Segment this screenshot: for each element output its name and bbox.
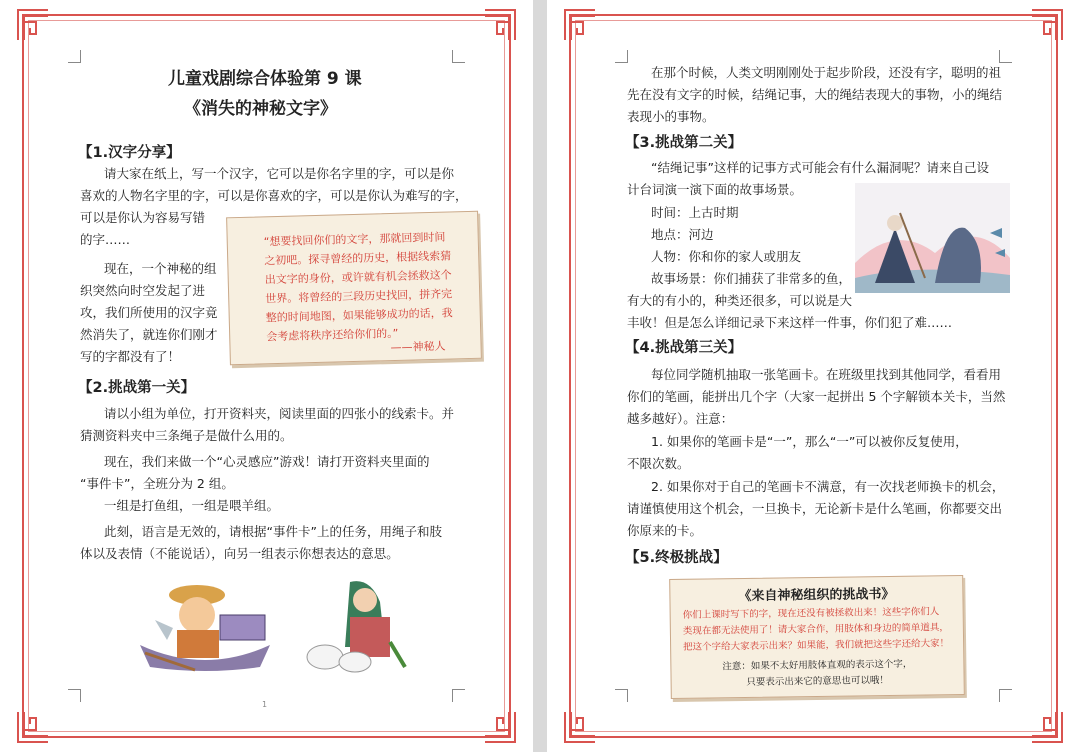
challenge-letter-line: 你们上课时写下的字，现在还没有被拯救出来！这些字你们人 (682, 606, 940, 621)
fisherman-illustration (135, 575, 275, 675)
shepherd-girl-illustration (300, 572, 410, 677)
crop-mark (615, 50, 628, 63)
crop-mark (615, 689, 628, 702)
paragraph-line: 有大的有小的，种类还很多，可以说是大 (627, 293, 853, 308)
document-page-left (0, 0, 533, 752)
paragraph-line: 表现小的事物。 (627, 109, 715, 124)
paragraph-line: 现在，一个神秘的组 (104, 261, 217, 276)
corner-ornament-icon (483, 8, 517, 42)
crop-mark (452, 50, 465, 63)
crop-mark (68, 50, 81, 63)
crop-mark (999, 689, 1012, 702)
challenge-letter-note: 注意：如果不太好用肢体直观的表示这个字， (722, 658, 913, 673)
note-line: 整的时间地图，如果能够成功的话，我 (265, 306, 453, 325)
corner-ornament-icon (563, 8, 597, 42)
paragraph-line: 攻，我们所使用的汉字竟 (80, 305, 218, 320)
note-line: 出文字的身份，或许就有机会拯救这个 (264, 268, 452, 287)
paragraph-line: 先在没有文字的时候，结绳记事，大的绳结表现大的事物，小的绳结 (627, 87, 1003, 102)
page-number: 1 (262, 700, 268, 709)
paragraph-line: 请大家在纸上，写一个汉字，它可以是你名字里的字，可以是你 (104, 166, 455, 181)
paragraph-line: 然消失了，就连你们刚才 (80, 327, 218, 342)
note-line: 之初吧。探寻曾经的历史，根据线索猜 (264, 249, 452, 268)
mysterious-note (226, 211, 482, 366)
paragraph-line: 一组是打鱼组，一组是喂羊组。 (104, 498, 280, 513)
note-signature: ——神秘人 (390, 339, 446, 355)
note-line: “想要找回你们的文字，那就回到时间 (263, 230, 446, 249)
paragraph-line: 的字…… (80, 232, 131, 247)
scene-place: 地点：河边 (651, 227, 714, 242)
document-subtitle: 《消失的神秘文字》 (184, 99, 337, 119)
paragraph-line: 请以小组为单位，打开资料夹，阅读里面的四张小的线索卡。并 (104, 406, 455, 421)
paragraph-line: 此刻，语言是无效的，请根据“事件卡”上的任务，用绳子和肢 (104, 524, 442, 539)
rule-line: 2. 如果你对于自己的笔画卡不满意，有一次找老师换卡的机会， (651, 479, 1005, 494)
paragraph-line: “结绳记事”这样的记事方式可能会有什么漏洞呢？请来自己设 (651, 160, 989, 175)
paragraph-line: 你们的笔画，能拼出几个字（大家一起拼出 5 个字解锁本关卡，当然 (627, 389, 1006, 404)
paragraph-line: 故事场景：你们捕获了非常多的鱼， (651, 271, 852, 286)
paragraph-line: 丰收！但是怎么详细记录下来这样一件事，你们犯了难…… (627, 315, 953, 330)
corner-ornament-icon (1030, 710, 1064, 744)
section-heading: 【2.挑战第一关】 (78, 380, 196, 396)
paragraph-line: 现在，我们来做一个“心灵感应”游戏！请打开资料夹里面的 (104, 454, 430, 469)
scene-people: 人物：你和你的家人或朋友 (651, 249, 802, 264)
paragraph-line: 写的字都没有了！ (80, 349, 181, 364)
paragraph-line: 越多越好）。注意： (627, 411, 734, 426)
challenge-letter-line: 类现在都无法使用了！请大家合作，用肢体和身边的简单道具， (682, 622, 949, 637)
paragraph-line: 织突然向时空发起了进 (80, 283, 206, 298)
paragraph-line: “事件卡”，全班分为 2 组。 (80, 476, 234, 491)
note-line: 会考虑将秩序还给你们的。” (266, 326, 399, 344)
paragraph-line: 计台词演一演下面的故事场景。 (627, 182, 803, 197)
rule-line: 你原来的卡。 (627, 523, 703, 538)
section-heading: 【3.挑战第二关】 (625, 135, 743, 151)
paragraph-line: 可以是你认为容易写错 (80, 210, 206, 225)
corner-ornament-icon (563, 710, 597, 744)
paragraph-line: 猜测资料夹中三条绳子是做什么用的。 (80, 428, 293, 443)
document-page-right (547, 0, 1080, 752)
crop-mark (68, 689, 81, 702)
challenge-letter-line: 把这个字给大家表示出来？如果能，我们就把这些字还给大家！ (683, 638, 950, 653)
rule-line: 不限次数。 (627, 456, 690, 471)
challenge-letter-card (669, 575, 965, 699)
section-heading: 【4.挑战第三关】 (625, 340, 743, 356)
corner-ornament-icon (1030, 8, 1064, 42)
fishing-scene-illustration (855, 183, 1010, 293)
challenge-letter-note: 只要表示出来它的意思也可以哦！ (746, 675, 889, 688)
corner-ornament-icon (16, 710, 50, 744)
scene-time: 时间：上古时期 (651, 205, 739, 220)
section-heading: 【1.汉字分享】 (78, 145, 181, 161)
paragraph-line: 喜欢的人物名字里的字，可以是你喜欢的字，可以是你认为难写的字， (80, 188, 468, 203)
crop-mark (452, 689, 465, 702)
paragraph-line: 在那个时候，人类文明刚刚处于起步阶段，还没有字，聪明的祖 (651, 65, 1002, 80)
challenge-letter-title: 《来自神秘组织的挑战书》 (738, 586, 895, 605)
corner-ornament-icon (483, 710, 517, 744)
document-title: 儿童戏剧综合体验第 9 课 (168, 69, 362, 89)
section-heading: 【5.终极挑战】 (625, 550, 728, 566)
note-line: 世界。将曾经的三段历史找回，拼齐完 (265, 287, 453, 306)
corner-ornament-icon (16, 8, 50, 42)
rule-line: 1. 如果你的笔画卡是“一”，那么“一”可以被你反复使用， (651, 434, 968, 449)
paragraph-line: 体以及表情（不能说话），向另一组表示你想表达的意思。 (80, 546, 399, 561)
paragraph-line: 每位同学随机抽取一张笔画卡。在班级里找到其他同学，看看用 (651, 367, 1002, 382)
rule-line: 请谨慎使用这个机会，一旦换卡，无论新卡是什么笔画，你都要交出 (627, 501, 1003, 516)
